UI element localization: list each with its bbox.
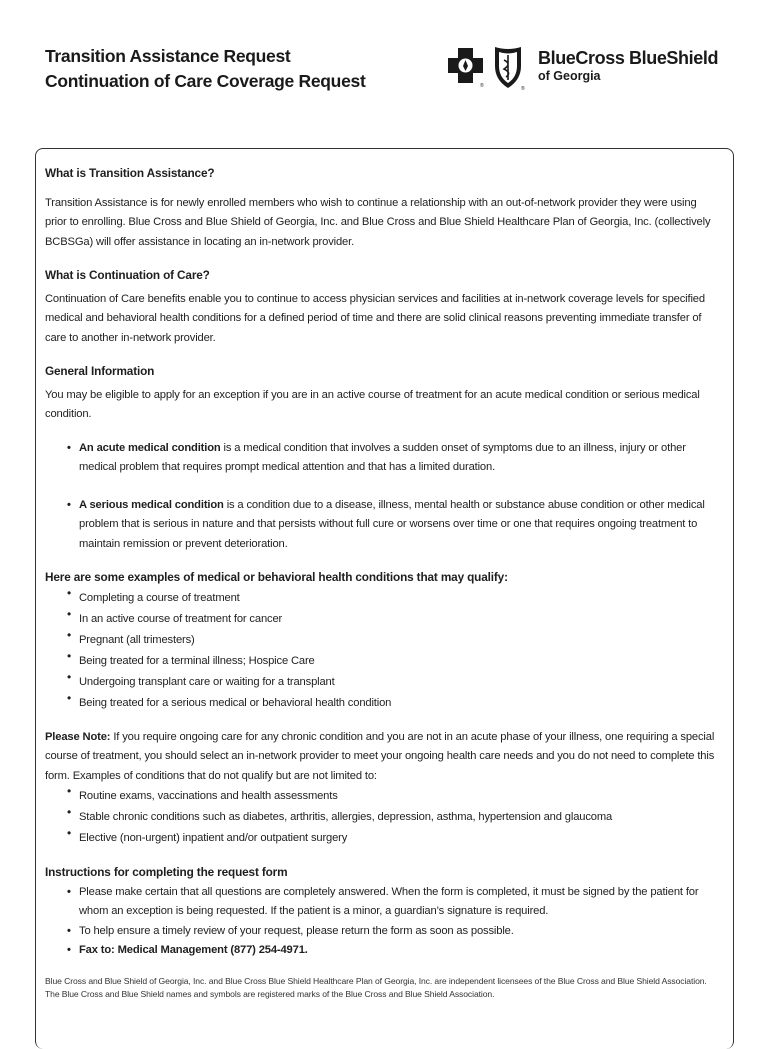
page-title-line-2: Continuation of Care Coverage Request [45, 71, 366, 91]
please-note [45, 728, 720, 787]
definition-text: is a condition due to a disease, illness, mental health or substance abuse condition or other medical problem that is serious in nature and that persists without full cure or worsens over time or one that requires ongoing treatment to maintain remission or prevent deterioration. [79, 498, 705, 550]
list-item: • Stable chronic conditions such as diabetes, arthritis, allergies, depression, asthma, hypertension and glaucoma [45, 807, 720, 828]
fax-instruction: • Fax to: Medical Management (877) 254-4971. [45, 941, 720, 961]
form-content [45, 164, 720, 1001]
bcbs-logo [446, 44, 736, 92]
list-item: • Routine exams, vaccinations and health assessments [45, 786, 720, 807]
svg-text:®: ® [480, 83, 484, 89]
note-label: Please Note: [45, 730, 111, 743]
logo-wordmark: BlueCross BlueShield [538, 48, 719, 68]
cross-shield-icon [446, 44, 532, 92]
list-item: • In an active course of treatment for cancer [45, 609, 720, 630]
list-item: • Being treated for a serious medical or behavioral health condition [45, 693, 720, 714]
definition-text: is a medical condition that involves a sudden onset of symptoms due to an illness, injury or other medical problem that requires prompt medical attention and that has a limited duration. [79, 441, 686, 473]
transition-heading: What is Transition Assistance? [45, 166, 215, 180]
general-body: You may be eligible to apply for an exception if you are in an active course of treatment for an acute medical condition or serious medical condition. [45, 388, 700, 420]
list-item: • To help ensure a timely review of your request, please return the form as soon as possible. [45, 922, 720, 942]
svg-text:®: ® [521, 86, 525, 92]
page-title-line-1: Transition Assistance Request [45, 46, 291, 66]
examples-heading: Here are some examples of medical or behavioral health conditions that may qualify: [45, 570, 508, 584]
list-item: • Please make certain that all questions are completely answered. When the form is completed, it must be signed by the patient for whom an exception is being requested. If the patient is a minor, a guardian’s signature is required. [45, 883, 720, 922]
logo-subtitle: of Georgia [538, 69, 601, 83]
list-item: • Being treated for a terminal illness; Hospice Care [45, 651, 720, 672]
list-item: • Undergoing transplant care or waiting for a transplant [45, 672, 720, 693]
list-item: • Elective (non-urgent) inpatient and/or outpatient surgery [45, 828, 720, 849]
list-item: • Pregnant (all trimesters) [45, 630, 720, 651]
page-header [45, 44, 365, 94]
instructions-list [45, 883, 720, 961]
definition-term: An acute medical condition [79, 441, 221, 454]
examples-list [45, 588, 720, 714]
continuation-body: Continuation of Care benefits enable you to continue to access physician services and facilities at in-network coverage levels for specified medical and behavioral health conditions for a defined period of time and there are solid clinical reasons preventing immediate transfer of care to another in-network provider. [45, 292, 705, 344]
list-item: • Completing a course of treatment [45, 588, 720, 609]
continuation-heading: What is Continuation of Care? [45, 268, 210, 282]
non-qualifying-list [45, 786, 720, 849]
note-body: If you require ongoing care for any chronic condition and you are not in an acute phase of your illness, one requiring a special course of treatment, you should select an in-network provider to meet your ongoing health care needs and you do not need to complete this form. Examples of conditions that do not qualify but are not limited to: [45, 730, 715, 782]
footer-disclaimer: Blue Cross and Blue Shield of Georgia, Inc. and Blue Cross Blue Shield Healthcare Plan of Georgia, Inc. are independent licensees of the Blue Cross and Blue Shield Association. The Blue Cross and Blue Shield names and symbols are registered marks of the Blue Cross and Blue Shield Association. [45, 975, 707, 999]
list-item [45, 439, 720, 478]
condition-definitions [45, 439, 720, 555]
instructions-heading: Instructions for completing the request form [45, 865, 288, 879]
transition-body: Transition Assistance is for newly enrolled members who wish to continue a relationship with an out-of-network provider they were using prior to enrolling. Blue Cross and Blue Shield of Georgia, Inc. and Blue Cross and Blue Shield Healthcare Plan of Georgia, Inc. (collectively BCBSGa) will offer assistance in locating an in-network provider. [45, 196, 711, 248]
list-item [45, 496, 720, 555]
definition-term: A serious medical condition [79, 498, 224, 511]
general-heading: General Information [45, 364, 155, 378]
